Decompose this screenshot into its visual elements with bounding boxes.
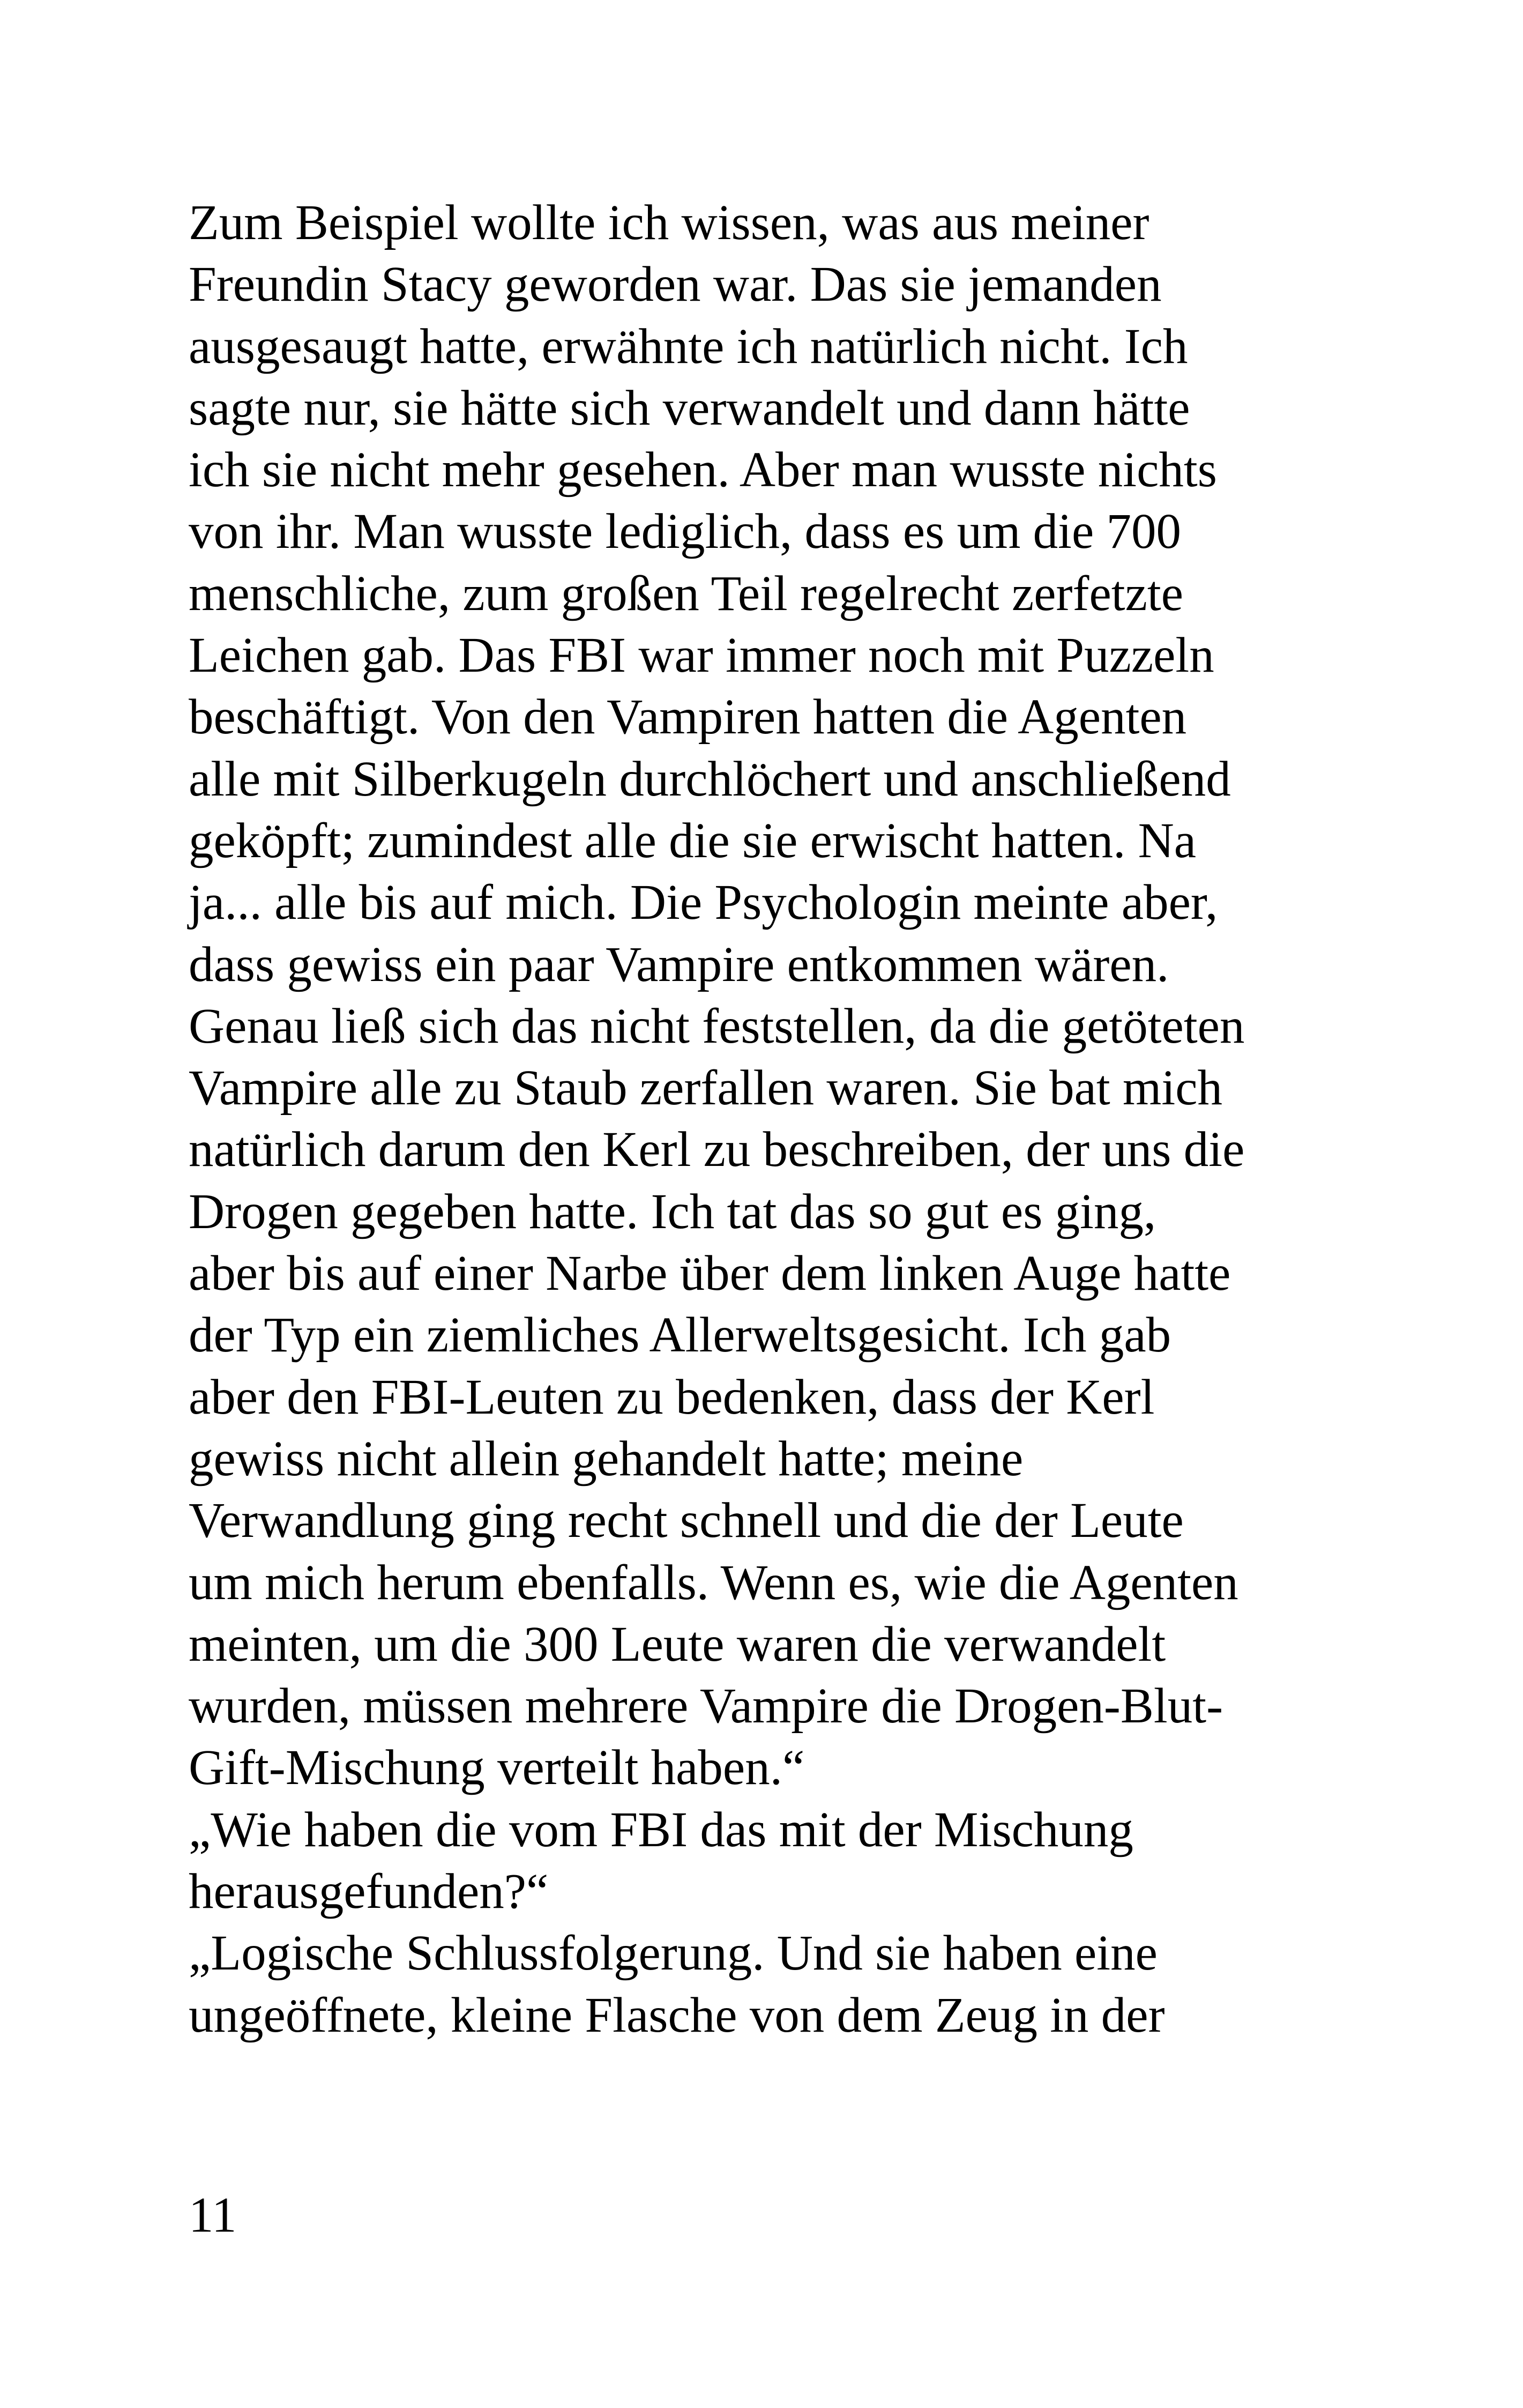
body-text	[189, 192, 1368, 2046]
text-line: beschäftigt. Von den Vampiren hatten die Agenten	[189, 689, 1187, 745]
text-line: ausgesaugt hatte, erwähnte ich natürlich nicht. Ich	[189, 318, 1188, 374]
text-line: herausgefunden?“	[189, 1864, 549, 1920]
text-line: natürlich darum den Kerl zu beschreiben, der uns die	[189, 1122, 1245, 1178]
text-line: aber bis auf einer Narbe über dem linken Auge hatte	[189, 1246, 1231, 1302]
text-line: Leichen gab. Das FBI war immer noch mit Puzzeln	[189, 628, 1214, 683]
text-line: aber den FBI-Leuten zu bedenken, dass der Kerl	[189, 1369, 1155, 1425]
text-line: gewiss nicht allein gehandelt hatte; meine	[189, 1431, 1024, 1487]
text-line: ungeöffnete, kleine Flasche von dem Zeug in der	[189, 1987, 1165, 2043]
text-line: „Wie haben die vom FBI das mit der Mischung	[189, 1802, 1133, 1857]
text-line: Drogen gegeben hatte. Ich tat das so gut es ging,	[189, 1184, 1156, 1239]
text-line: ich sie nicht mehr gesehen. Aber man wusste nichts	[189, 442, 1217, 498]
text-line: Freundin Stacy geworden war. Das sie jemanden	[189, 257, 1162, 313]
text-line: Genau ließ sich das nicht feststellen, da die getöteten	[189, 998, 1245, 1054]
text-line: Verwandlung ging recht schnell und die der Leute	[189, 1493, 1184, 1549]
text-line: Zum Beispiel wollte ich wissen, was aus meiner	[189, 195, 1149, 250]
text-line: meinten, um die 300 Leute waren die verwandelt	[189, 1616, 1166, 1672]
text-line: von ihr. Man wusste lediglich, dass es um die 700	[189, 504, 1182, 560]
text-line: Vampire alle zu Staub zerfallen waren. Sie bat mich	[189, 1060, 1222, 1116]
text-line: „Logische Schlussfolgerung. Und sie haben eine	[189, 1926, 1158, 1981]
text-line: alle mit Silberkugeln durchlöchert und anschließend	[189, 751, 1231, 807]
text-line: um mich herum ebenfalls. Wenn es, wie die Agenten	[189, 1555, 1238, 1610]
text-line: geköpft; zumindest alle die sie erwischt hatten. Na	[189, 813, 1197, 868]
text-line: dass gewiss ein paar Vampire entkommen wären.	[189, 937, 1169, 992]
text-line: der Typ ein ziemliches Allerweltsgesicht. Ich gab	[189, 1307, 1171, 1363]
page-number: 11	[189, 2188, 237, 2243]
text-line: wurden, müssen mehrere Vampire die Drogen-Blut-	[189, 1678, 1223, 1734]
text-line: menschliche, zum großen Teil regelrecht zerfetzte	[189, 566, 1184, 621]
text-line: Gift-Mischung verteilt haben.“	[189, 1740, 805, 1796]
text-line: ja... alle bis auf mich. Die Psychologin meinte aber,	[189, 875, 1218, 931]
text-line: sagte nur, sie hätte sich verwandelt und dann hätte	[189, 380, 1190, 436]
